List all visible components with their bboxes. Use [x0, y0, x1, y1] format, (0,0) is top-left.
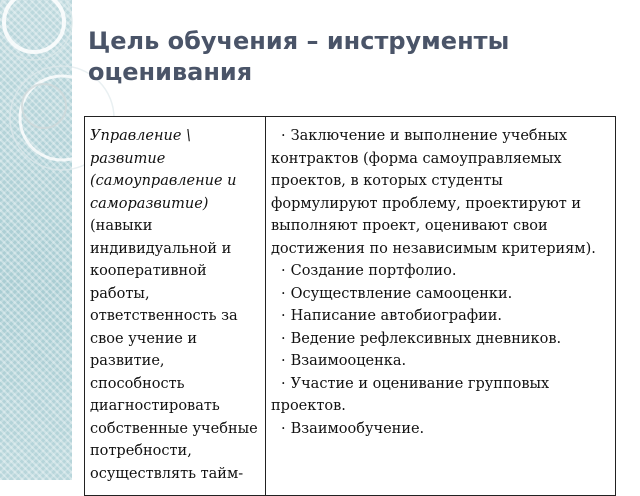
list-item — [271, 260, 610, 283]
left-cell-italic-text: Управление \ развитие (самоуправление и саморазвитие) — [90, 128, 237, 212]
table-row — [85, 117, 616, 496]
bullet-icon: · — [281, 375, 286, 392]
bullet-icon: · — [281, 128, 286, 144]
right-cell — [266, 117, 616, 496]
list-item-text: Взаимообучение. — [290, 420, 425, 437]
list-item — [271, 418, 610, 441]
list-item-text: Написание автобиографии. — [290, 308, 503, 324]
content-table — [84, 116, 616, 496]
bullet-icon: · — [281, 353, 286, 369]
list-item-text: Осуществление самооценки. — [290, 285, 513, 302]
list-item-text: Ведение рефлексивных дневников. — [290, 330, 562, 347]
bullet-icon: · — [281, 330, 286, 347]
list-item — [271, 373, 610, 418]
left-cell-plain-text: (навыки индивидуальной и кооперативной работы, ответственность за свое учение и развитие, способность диагностировать собственные учебные потребности, осуществлять тайм- — [90, 218, 258, 482]
bullet-icon: · — [281, 308, 286, 324]
left-cell — [85, 117, 266, 496]
list-item — [271, 305, 610, 328]
list-item — [271, 125, 610, 260]
list-item-text: Создание портфолио. — [290, 263, 457, 279]
list-item — [271, 283, 610, 306]
list-item-text: Заключение и выполнение учебных контрактов (форма самоуправляемых проектов, в которых студенты формулируют проблему, проектируют и выполняют проект, оценивают свои достижения по независимым критериям). — [271, 128, 596, 257]
slide-title: Цель обучения – инструменты оценивания — [88, 27, 510, 86]
bullet-icon: · — [281, 285, 286, 302]
list-item — [271, 350, 610, 373]
bullet-icon: · — [281, 420, 286, 437]
bullet-icon: · — [281, 263, 286, 279]
list-item-text: Участие и оценивание групповых проектов. — [271, 375, 550, 414]
list-item-text: Взаимооценка. — [290, 353, 407, 369]
list-item — [271, 328, 610, 351]
